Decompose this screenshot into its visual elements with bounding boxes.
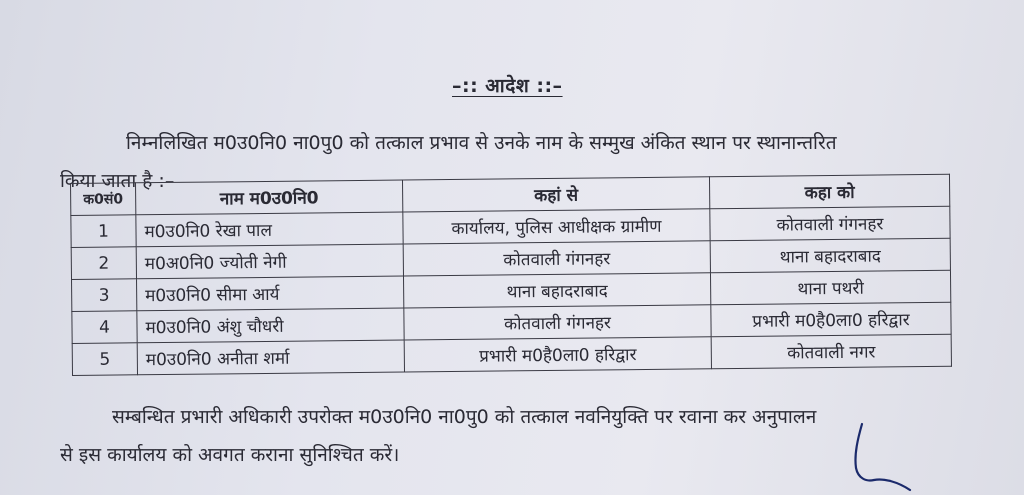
cell-to: थाना पथरी <box>710 270 950 305</box>
header-name: नाम म0उ0नि0 <box>136 180 403 215</box>
cell-serial: 5 <box>72 343 137 376</box>
closing-line-2: से इस कार्यालय को अवगत कराना सुनिश्चित करें। <box>60 444 400 466</box>
cell-name: म0उ0नि0 अनीता शर्मा <box>137 340 404 375</box>
cell-serial: 1 <box>71 215 136 248</box>
cell-name: म0उ0नि0 रेखा पाल <box>136 212 403 247</box>
cell-name: म0उ0नि0 अंशु चौधरी <box>137 308 404 343</box>
cell-to: कोतवाली गंगनहर <box>710 206 950 241</box>
intro-line-1: निम्नलिखित म0उ0नि0 ना0पु0 को तत्काल प्रभाव से उनके नाम के सम्मुख अंकित स्थान पर स्थानान्तरित <box>126 132 837 154</box>
intro-line-2: किया जाता है :– <box>60 170 175 192</box>
cell-from: कोतवाली गंगनहर <box>403 241 710 276</box>
cell-to: कोतवाली नगर <box>711 334 951 369</box>
signature-stroke <box>840 420 920 495</box>
document-title: –:: आदेश ::– <box>452 75 563 97</box>
cell-name: म0अ0नि0 ज्योती नेगी <box>136 244 403 279</box>
cell-serial: 2 <box>71 247 136 280</box>
cell-from: कार्यालय, पुलिस आधीक्षक ग्रामीण <box>403 209 710 244</box>
cell-to: थाना बहादराबाद <box>710 238 950 273</box>
cell-from: प्रभारी म0है0ला0 हरिद्वार <box>404 337 711 372</box>
cell-from: थाना बहादराबाद <box>403 273 710 308</box>
header-from: कहां से <box>402 177 709 212</box>
header-to: कहा को <box>709 174 949 209</box>
cell-serial: 4 <box>72 311 137 344</box>
cell-to: प्रभारी म0है0ला0 हरिद्वार <box>711 302 951 337</box>
cell-name: म0उ0नि0 सीमा आर्य <box>137 276 404 311</box>
transfer-table-wrapper <box>70 174 952 376</box>
closing-line-1: सम्बन्धित प्रभारी अधिकारी उपरोक्त म0उ0नि0 ना0पु0 को तत्काल नवनियुक्ति पर रवाना कर अनुपालन <box>112 406 817 428</box>
header-serial: क0सं0 <box>71 183 136 216</box>
cell-from: कोतवाली गंगनहर <box>404 305 711 340</box>
transfer-table <box>70 174 952 376</box>
cell-serial: 3 <box>72 279 137 312</box>
